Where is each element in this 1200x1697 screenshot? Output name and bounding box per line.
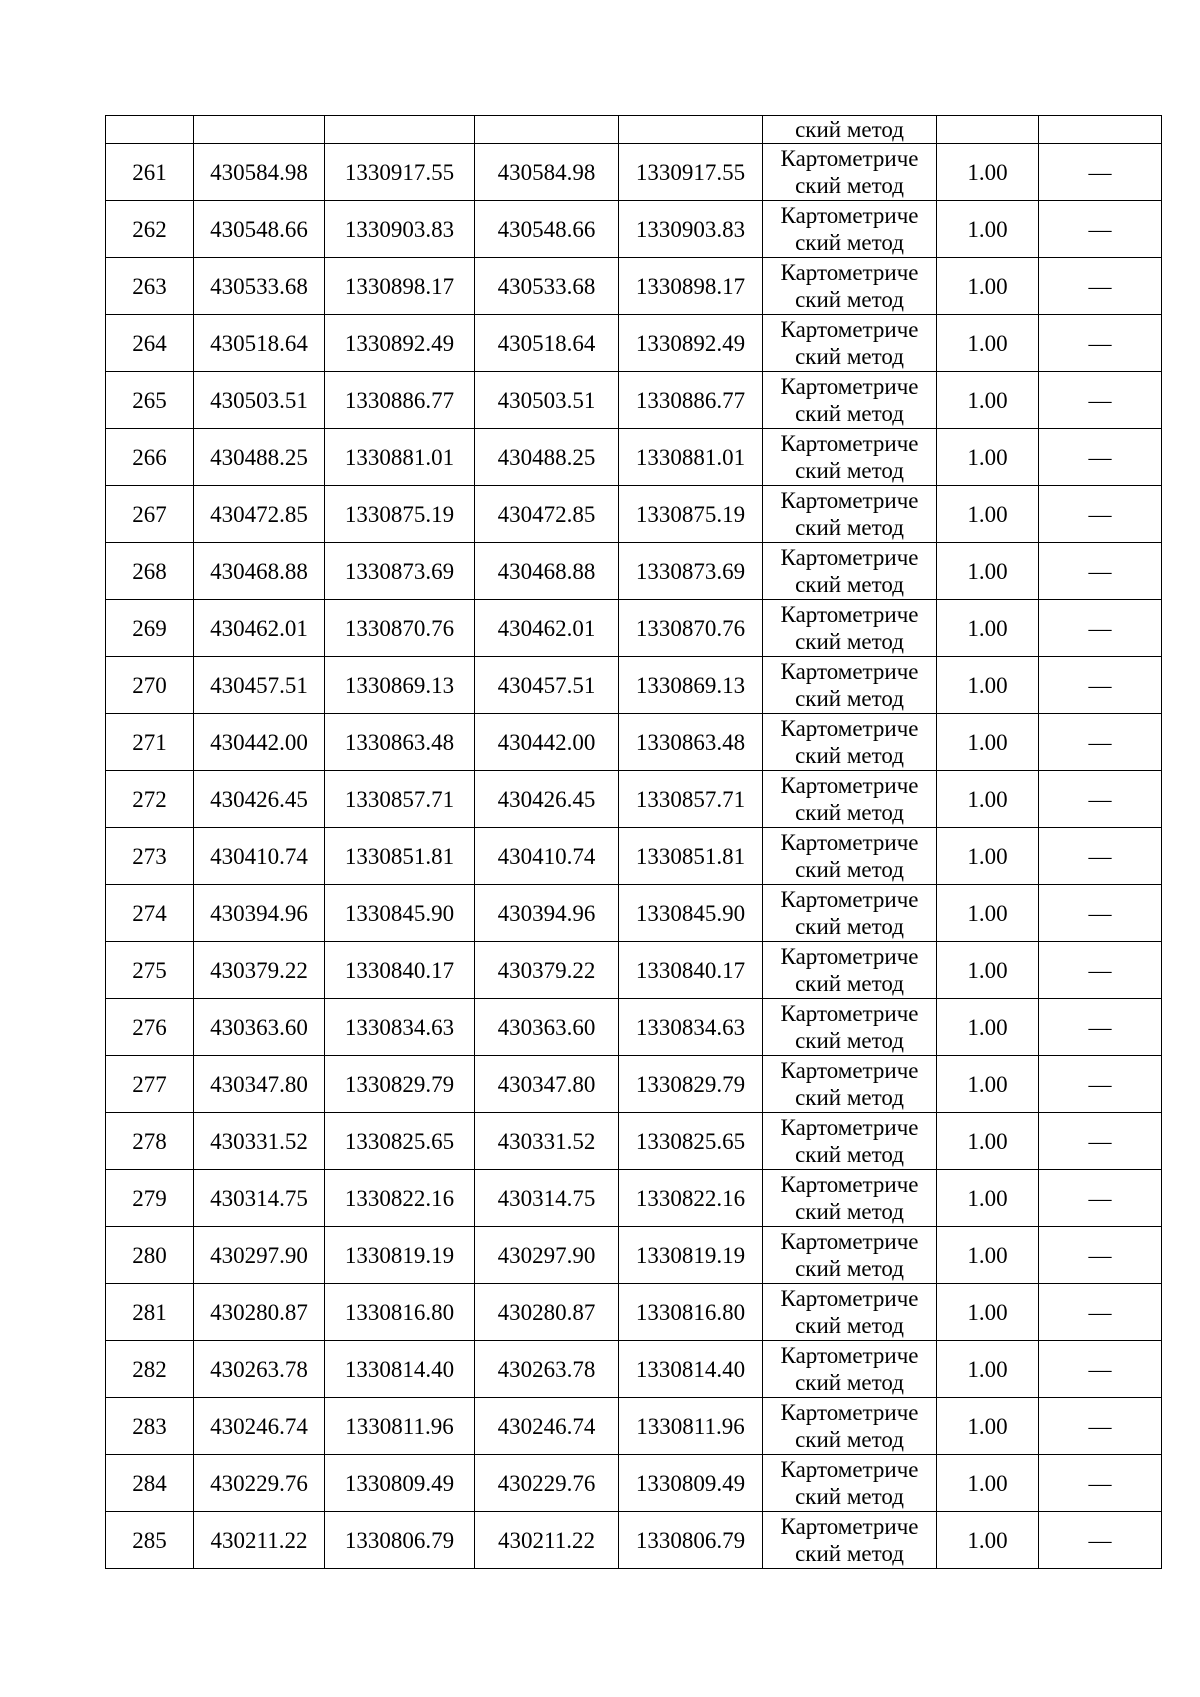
table-row xyxy=(106,1455,1162,1512)
method-cell xyxy=(763,1455,937,1512)
method-cell xyxy=(763,999,937,1056)
method-line-2: ский метод xyxy=(795,971,904,996)
cont-cell-y1 xyxy=(325,116,475,144)
coordinates-table xyxy=(105,115,1162,1569)
method-cell xyxy=(763,771,937,828)
table-row xyxy=(106,600,1162,657)
y-coordinate-cell: 1330825.65 xyxy=(325,1113,475,1170)
table-row xyxy=(106,657,1162,714)
x-coordinate-cell: 430442.00 xyxy=(194,714,325,771)
method-line-1: Картометриче xyxy=(780,659,919,684)
method-line-2: ский метод xyxy=(795,401,904,426)
table-row xyxy=(106,201,1162,258)
method-line-1: Картометриче xyxy=(780,716,919,741)
method-line-2: ский метод xyxy=(795,173,904,198)
x-coordinate-new-cell: 430297.90 xyxy=(475,1227,619,1284)
y-coordinate-cell: 1330840.17 xyxy=(325,942,475,999)
y-coordinate-cell: 1330873.69 xyxy=(325,543,475,600)
table-row xyxy=(106,1113,1162,1170)
method-line-2: ский метод xyxy=(795,1199,904,1224)
accuracy-cell: 1.00 xyxy=(937,1284,1039,1341)
table-row xyxy=(106,1512,1162,1569)
x-coordinate-cell: 430314.75 xyxy=(194,1170,325,1227)
note-cell: — xyxy=(1039,201,1162,258)
y-coordinate-new-cell: 1330834.63 xyxy=(619,999,763,1056)
y-coordinate-cell: 1330881.01 xyxy=(325,429,475,486)
continuation-row xyxy=(106,116,1162,144)
method-line-2: ский метод xyxy=(795,800,904,825)
x-coordinate-cell: 430426.45 xyxy=(194,771,325,828)
note-cell: — xyxy=(1039,1170,1162,1227)
accuracy-cell: 1.00 xyxy=(937,999,1039,1056)
x-coordinate-cell: 430280.87 xyxy=(194,1284,325,1341)
y-coordinate-new-cell: 1330840.17 xyxy=(619,942,763,999)
y-coordinate-cell: 1330863.48 xyxy=(325,714,475,771)
method-line-1: Картометриче xyxy=(780,1514,919,1539)
y-coordinate-new-cell: 1330875.19 xyxy=(619,486,763,543)
y-coordinate-new-cell: 1330814.40 xyxy=(619,1341,763,1398)
method-line-1: Картометриче xyxy=(780,203,919,228)
accuracy-cell: 1.00 xyxy=(937,144,1039,201)
x-coordinate-cell: 430472.85 xyxy=(194,486,325,543)
x-coordinate-cell: 430331.52 xyxy=(194,1113,325,1170)
method-line-1: Картометриче xyxy=(780,488,919,513)
y-coordinate-cell: 1330814.40 xyxy=(325,1341,475,1398)
method-line-1: Картометриче xyxy=(780,1001,919,1026)
table-row xyxy=(106,828,1162,885)
note-cell: — xyxy=(1039,1455,1162,1512)
note-cell: — xyxy=(1039,144,1162,201)
x-coordinate-cell: 430394.96 xyxy=(194,885,325,942)
accuracy-cell: 1.00 xyxy=(937,1227,1039,1284)
y-coordinate-cell: 1330869.13 xyxy=(325,657,475,714)
method-line-2: ский метод xyxy=(795,287,904,312)
x-coordinate-cell: 430379.22 xyxy=(194,942,325,999)
point-number-cell: 280 xyxy=(106,1227,194,1284)
x-coordinate-cell: 430488.25 xyxy=(194,429,325,486)
method-line-2: ский метод xyxy=(795,1313,904,1338)
x-coordinate-new-cell: 430246.74 xyxy=(475,1398,619,1455)
y-coordinate-cell: 1330851.81 xyxy=(325,828,475,885)
method-cell xyxy=(763,201,937,258)
x-coordinate-new-cell: 430379.22 xyxy=(475,942,619,999)
x-coordinate-cell: 430468.88 xyxy=(194,543,325,600)
method-line-1: Картометриче xyxy=(780,545,919,570)
x-coordinate-cell: 430518.64 xyxy=(194,315,325,372)
method-line-2: ский метод xyxy=(795,857,904,882)
x-coordinate-new-cell: 430462.01 xyxy=(475,600,619,657)
note-cell: — xyxy=(1039,486,1162,543)
x-coordinate-new-cell: 430503.51 xyxy=(475,372,619,429)
x-coordinate-new-cell: 430347.80 xyxy=(475,1056,619,1113)
cont-cell-x2 xyxy=(475,116,619,144)
x-coordinate-new-cell: 430488.25 xyxy=(475,429,619,486)
accuracy-cell: 1.00 xyxy=(937,885,1039,942)
y-coordinate-new-cell: 1330903.83 xyxy=(619,201,763,258)
method-cell xyxy=(763,600,937,657)
x-coordinate-cell: 430410.74 xyxy=(194,828,325,885)
note-cell: — xyxy=(1039,1512,1162,1569)
x-coordinate-new-cell: 430442.00 xyxy=(475,714,619,771)
note-cell: — xyxy=(1039,600,1162,657)
point-number-cell: 274 xyxy=(106,885,194,942)
x-coordinate-cell: 430503.51 xyxy=(194,372,325,429)
accuracy-cell: 1.00 xyxy=(937,486,1039,543)
y-coordinate-new-cell: 1330857.71 xyxy=(619,771,763,828)
y-coordinate-cell: 1330903.83 xyxy=(325,201,475,258)
accuracy-cell: 1.00 xyxy=(937,258,1039,315)
table-row xyxy=(106,429,1162,486)
method-line-2: ский метод xyxy=(795,1427,904,1452)
table-row xyxy=(106,258,1162,315)
table-row xyxy=(106,1284,1162,1341)
table-row xyxy=(106,999,1162,1056)
point-number-cell: 283 xyxy=(106,1398,194,1455)
method-cell xyxy=(763,543,937,600)
method-line-2: ский метод xyxy=(795,344,904,369)
note-cell: — xyxy=(1039,315,1162,372)
y-coordinate-cell: 1330917.55 xyxy=(325,144,475,201)
point-number-cell: 285 xyxy=(106,1512,194,1569)
method-line-1: Картометриче xyxy=(780,1058,919,1083)
accuracy-cell: 1.00 xyxy=(937,1455,1039,1512)
method-line-2: ский метод xyxy=(795,515,904,540)
method-line-2: ский метод xyxy=(795,1370,904,1395)
x-coordinate-cell: 430229.76 xyxy=(194,1455,325,1512)
y-coordinate-cell: 1330829.79 xyxy=(325,1056,475,1113)
cont-cell-y2 xyxy=(619,116,763,144)
y-coordinate-cell: 1330898.17 xyxy=(325,258,475,315)
x-coordinate-new-cell: 430211.22 xyxy=(475,1512,619,1569)
point-number-cell: 284 xyxy=(106,1455,194,1512)
accuracy-cell: 1.00 xyxy=(937,543,1039,600)
note-cell: — xyxy=(1039,543,1162,600)
method-cell xyxy=(763,657,937,714)
point-number-cell: 279 xyxy=(106,1170,194,1227)
table-row xyxy=(106,942,1162,999)
y-coordinate-new-cell: 1330869.13 xyxy=(619,657,763,714)
point-number-cell: 278 xyxy=(106,1113,194,1170)
y-coordinate-new-cell: 1330917.55 xyxy=(619,144,763,201)
accuracy-cell: 1.00 xyxy=(937,714,1039,771)
x-coordinate-new-cell: 430548.66 xyxy=(475,201,619,258)
note-cell: — xyxy=(1039,1113,1162,1170)
x-coordinate-new-cell: 430457.51 xyxy=(475,657,619,714)
point-number-cell: 282 xyxy=(106,1341,194,1398)
accuracy-cell: 1.00 xyxy=(937,657,1039,714)
accuracy-cell: 1.00 xyxy=(937,771,1039,828)
accuracy-cell: 1.00 xyxy=(937,315,1039,372)
method-line-1: Картометриче xyxy=(780,431,919,456)
method-cell xyxy=(763,1284,937,1341)
note-cell: — xyxy=(1039,714,1162,771)
x-coordinate-cell: 430297.90 xyxy=(194,1227,325,1284)
method-cell xyxy=(763,714,937,771)
note-cell: — xyxy=(1039,657,1162,714)
accuracy-cell: 1.00 xyxy=(937,1398,1039,1455)
table-row xyxy=(106,771,1162,828)
method-cell xyxy=(763,885,937,942)
x-coordinate-new-cell: 430263.78 xyxy=(475,1341,619,1398)
method-cell xyxy=(763,1512,937,1569)
x-coordinate-new-cell: 430410.74 xyxy=(475,828,619,885)
accuracy-cell: 1.00 xyxy=(937,1512,1039,1569)
table-body xyxy=(106,116,1162,1569)
table-row xyxy=(106,1227,1162,1284)
accuracy-cell: 1.00 xyxy=(937,600,1039,657)
table-row xyxy=(106,885,1162,942)
note-cell: — xyxy=(1039,1341,1162,1398)
x-coordinate-cell: 430211.22 xyxy=(194,1512,325,1569)
method-line-1: Картометриче xyxy=(780,887,919,912)
method-line-1: Картометриче xyxy=(780,1172,919,1197)
method-line-2: ский метод xyxy=(795,914,904,939)
y-coordinate-new-cell: 1330870.76 xyxy=(619,600,763,657)
y-coordinate-new-cell: 1330806.79 xyxy=(619,1512,763,1569)
method-cell xyxy=(763,315,937,372)
method-cell xyxy=(763,1227,937,1284)
x-coordinate-cell: 430584.98 xyxy=(194,144,325,201)
table-row xyxy=(106,1056,1162,1113)
note-cell: — xyxy=(1039,771,1162,828)
note-cell: — xyxy=(1039,828,1162,885)
x-coordinate-cell: 430263.78 xyxy=(194,1341,325,1398)
accuracy-cell: 1.00 xyxy=(937,1341,1039,1398)
method-line-1: Картометриче xyxy=(780,317,919,342)
y-coordinate-new-cell: 1330892.49 xyxy=(619,315,763,372)
y-coordinate-cell: 1330845.90 xyxy=(325,885,475,942)
method-line-1: Картометриче xyxy=(780,1115,919,1140)
point-number-cell: 266 xyxy=(106,429,194,486)
point-number-cell: 275 xyxy=(106,942,194,999)
method-cell xyxy=(763,942,937,999)
point-number-cell: 281 xyxy=(106,1284,194,1341)
y-coordinate-cell: 1330819.19 xyxy=(325,1227,475,1284)
method-cell xyxy=(763,372,937,429)
method-line-2: ский метод xyxy=(795,230,904,255)
method-line-1: Картометриче xyxy=(780,602,919,627)
point-number-cell: 261 xyxy=(106,144,194,201)
accuracy-cell: 1.00 xyxy=(937,372,1039,429)
method-line-1: Картометриче xyxy=(780,1229,919,1254)
method-line-2: ский метод xyxy=(795,629,904,654)
x-coordinate-new-cell: 430394.96 xyxy=(475,885,619,942)
method-line-1: Картометриче xyxy=(780,374,919,399)
note-cell: — xyxy=(1039,1284,1162,1341)
method-line-2: ский метод xyxy=(795,1085,904,1110)
table-row xyxy=(106,714,1162,771)
method-line-2: ский метод xyxy=(795,1256,904,1281)
x-coordinate-cell: 430347.80 xyxy=(194,1056,325,1113)
x-coordinate-new-cell: 430584.98 xyxy=(475,144,619,201)
y-coordinate-new-cell: 1330886.77 xyxy=(619,372,763,429)
y-coordinate-new-cell: 1330811.96 xyxy=(619,1398,763,1455)
accuracy-cell: 1.00 xyxy=(937,1056,1039,1113)
y-coordinate-cell: 1330809.49 xyxy=(325,1455,475,1512)
point-number-cell: 272 xyxy=(106,771,194,828)
method-cell xyxy=(763,258,937,315)
point-number-cell: 277 xyxy=(106,1056,194,1113)
method-cell xyxy=(763,1398,937,1455)
accuracy-cell: 1.00 xyxy=(937,1113,1039,1170)
method-line-1: Картометриче xyxy=(780,260,919,285)
note-cell: — xyxy=(1039,1398,1162,1455)
note-cell: — xyxy=(1039,1056,1162,1113)
y-coordinate-cell: 1330816.80 xyxy=(325,1284,475,1341)
point-number-cell: 262 xyxy=(106,201,194,258)
table-row xyxy=(106,144,1162,201)
method-line-2: ский метод xyxy=(795,686,904,711)
method-line-2: ский метод xyxy=(795,1142,904,1167)
x-coordinate-new-cell: 430472.85 xyxy=(475,486,619,543)
table-row xyxy=(106,1398,1162,1455)
x-coordinate-new-cell: 430314.75 xyxy=(475,1170,619,1227)
y-coordinate-new-cell: 1330873.69 xyxy=(619,543,763,600)
cont-cell-method: ский метод xyxy=(763,116,937,144)
method-line-1: Картометриче xyxy=(780,830,919,855)
y-coordinate-new-cell: 1330898.17 xyxy=(619,258,763,315)
method-line-2: ский метод xyxy=(795,1541,904,1566)
method-cell xyxy=(763,1170,937,1227)
y-coordinate-cell: 1330822.16 xyxy=(325,1170,475,1227)
x-coordinate-new-cell: 430280.87 xyxy=(475,1284,619,1341)
method-line-1: Картометриче xyxy=(780,1286,919,1311)
point-number-cell: 267 xyxy=(106,486,194,543)
y-coordinate-new-cell: 1330829.79 xyxy=(619,1056,763,1113)
method-line-1: Картометриче xyxy=(780,773,919,798)
note-cell: — xyxy=(1039,942,1162,999)
point-number-cell: 265 xyxy=(106,372,194,429)
y-coordinate-cell: 1330811.96 xyxy=(325,1398,475,1455)
y-coordinate-cell: 1330870.76 xyxy=(325,600,475,657)
table-row xyxy=(106,1341,1162,1398)
table-row xyxy=(106,315,1162,372)
note-cell: — xyxy=(1039,372,1162,429)
y-coordinate-new-cell: 1330822.16 xyxy=(619,1170,763,1227)
method-cell xyxy=(763,1056,937,1113)
y-coordinate-cell: 1330834.63 xyxy=(325,999,475,1056)
method-line-1: Картометриче xyxy=(780,944,919,969)
method-line-1: Картометриче xyxy=(780,146,919,171)
method-line-2: ский метод xyxy=(795,572,904,597)
accuracy-cell: 1.00 xyxy=(937,429,1039,486)
x-coordinate-new-cell: 430468.88 xyxy=(475,543,619,600)
method-line-1: Картометриче xyxy=(780,1400,919,1425)
x-coordinate-cell: 430246.74 xyxy=(194,1398,325,1455)
method-cell xyxy=(763,144,937,201)
point-number-cell: 271 xyxy=(106,714,194,771)
note-cell: — xyxy=(1039,999,1162,1056)
y-coordinate-new-cell: 1330863.48 xyxy=(619,714,763,771)
note-cell: — xyxy=(1039,258,1162,315)
point-number-cell: 269 xyxy=(106,600,194,657)
accuracy-cell: 1.00 xyxy=(937,942,1039,999)
y-coordinate-cell: 1330875.19 xyxy=(325,486,475,543)
y-coordinate-cell: 1330857.71 xyxy=(325,771,475,828)
point-number-cell: 273 xyxy=(106,828,194,885)
x-coordinate-new-cell: 430533.68 xyxy=(475,258,619,315)
y-coordinate-cell: 1330806.79 xyxy=(325,1512,475,1569)
point-number-cell: 276 xyxy=(106,999,194,1056)
x-coordinate-new-cell: 430363.60 xyxy=(475,999,619,1056)
method-line-1: Картометриче xyxy=(780,1457,919,1482)
x-coordinate-cell: 430363.60 xyxy=(194,999,325,1056)
y-coordinate-new-cell: 1330845.90 xyxy=(619,885,763,942)
y-coordinate-new-cell: 1330819.19 xyxy=(619,1227,763,1284)
method-cell xyxy=(763,486,937,543)
method-cell xyxy=(763,429,937,486)
point-number-cell: 270 xyxy=(106,657,194,714)
y-coordinate-new-cell: 1330809.49 xyxy=(619,1455,763,1512)
method-cell xyxy=(763,828,937,885)
accuracy-cell: 1.00 xyxy=(937,828,1039,885)
method-line-1: Картометриче xyxy=(780,1343,919,1368)
table-row xyxy=(106,1170,1162,1227)
point-number-cell: 268 xyxy=(106,543,194,600)
x-coordinate-new-cell: 430518.64 xyxy=(475,315,619,372)
table-row xyxy=(106,372,1162,429)
note-cell: — xyxy=(1039,885,1162,942)
cont-cell-note xyxy=(1039,116,1162,144)
x-coordinate-new-cell: 430331.52 xyxy=(475,1113,619,1170)
method-cell xyxy=(763,1341,937,1398)
y-coordinate-new-cell: 1330881.01 xyxy=(619,429,763,486)
note-cell: — xyxy=(1039,1227,1162,1284)
cont-cell-number xyxy=(106,116,194,144)
method-line-2: ский метод xyxy=(795,1028,904,1053)
cont-cell-x1 xyxy=(194,116,325,144)
note-cell: — xyxy=(1039,429,1162,486)
x-coordinate-new-cell: 430426.45 xyxy=(475,771,619,828)
accuracy-cell: 1.00 xyxy=(937,1170,1039,1227)
y-coordinate-new-cell: 1330825.65 xyxy=(619,1113,763,1170)
x-coordinate-new-cell: 430229.76 xyxy=(475,1455,619,1512)
y-coordinate-cell: 1330892.49 xyxy=(325,315,475,372)
point-number-cell: 263 xyxy=(106,258,194,315)
cont-cell-accuracy xyxy=(937,116,1039,144)
x-coordinate-cell: 430457.51 xyxy=(194,657,325,714)
method-line-2: ский метод xyxy=(795,458,904,483)
x-coordinate-cell: 430462.01 xyxy=(194,600,325,657)
method-cell xyxy=(763,1113,937,1170)
y-coordinate-new-cell: 1330851.81 xyxy=(619,828,763,885)
accuracy-cell: 1.00 xyxy=(937,201,1039,258)
method-line-2: ский метод xyxy=(795,743,904,768)
point-number-cell: 264 xyxy=(106,315,194,372)
method-line-2: ский метод xyxy=(795,1484,904,1509)
y-coordinate-new-cell: 1330816.80 xyxy=(619,1284,763,1341)
x-coordinate-cell: 430533.68 xyxy=(194,258,325,315)
table-row xyxy=(106,543,1162,600)
x-coordinate-cell: 430548.66 xyxy=(194,201,325,258)
y-coordinate-cell: 1330886.77 xyxy=(325,372,475,429)
table-row xyxy=(106,486,1162,543)
